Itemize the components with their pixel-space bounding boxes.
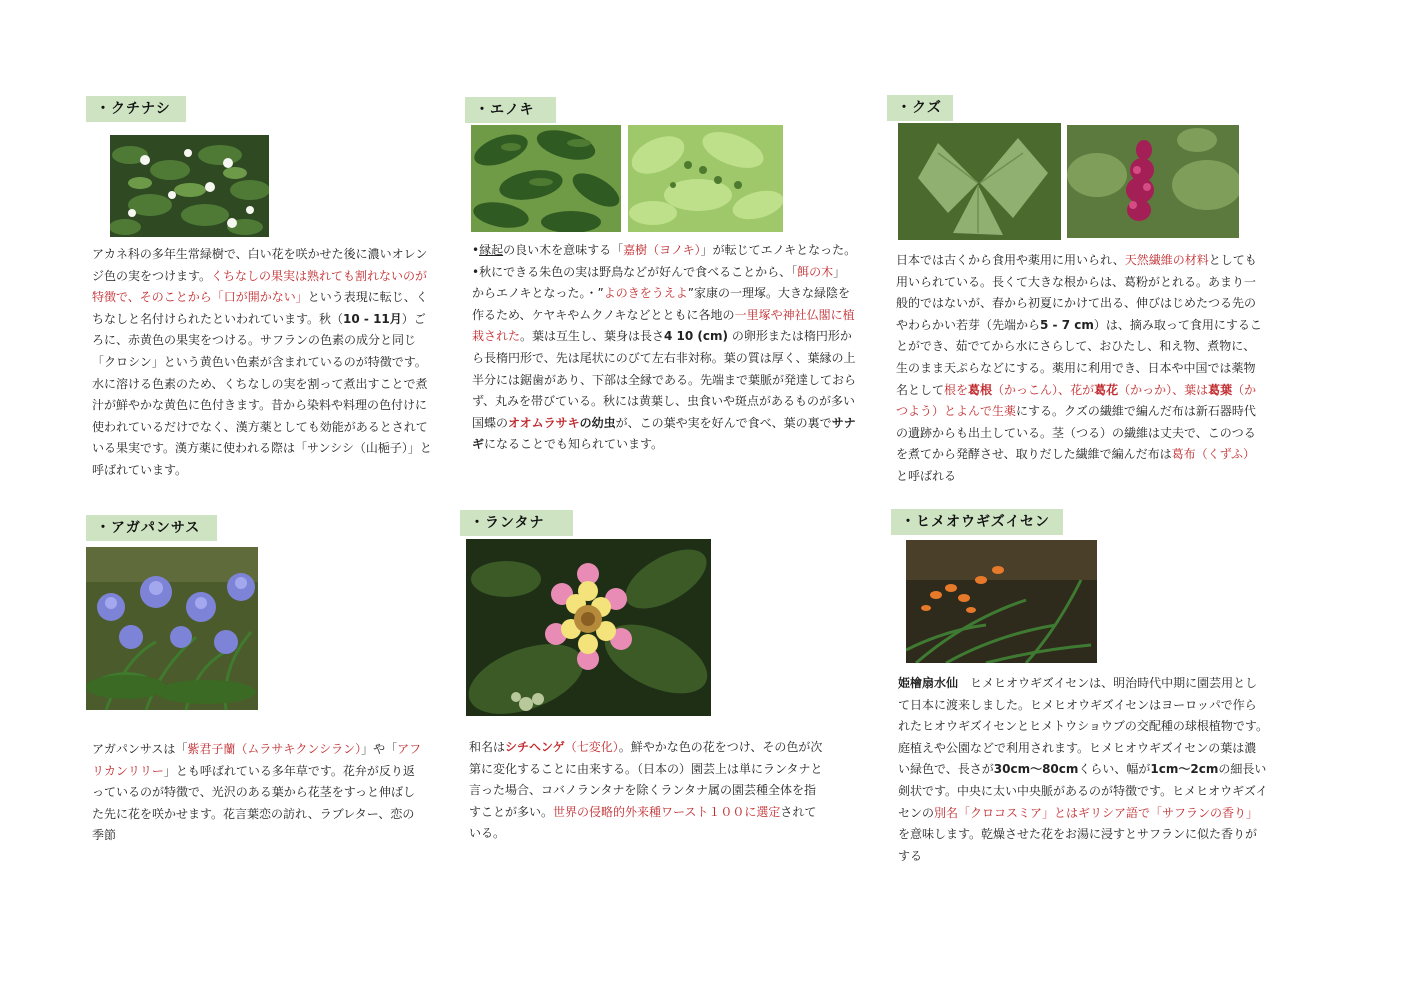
enoki-p2k: の幼虫 xyxy=(579,415,616,430)
lantana-b: シチヘンゲ xyxy=(505,740,565,754)
photo-enoki-berries xyxy=(628,125,783,232)
photo-himeou xyxy=(906,540,1097,663)
enoki-p2a: •秋にできる朱色の実は野鳥などが好んで食べることから、「 xyxy=(472,264,798,279)
lantana-d: 。鮮やかな色の花をつけ、その色が次第に変化することに由来する。（日本の）園芸上は単にランタナと言った場合、コバノランタナを除くランタナ属の園芸種全体を指すことが多い。 xyxy=(469,740,823,819)
text-kuzu xyxy=(896,250,1266,488)
kuzu-d: 5 - 7 cm xyxy=(1040,317,1094,332)
enoki-p2i: の卵形または楕円形から長楕円形で、先は尾状にのびて左右非対称。葉の質は厚く、葉縁の上半分には鋸歯があり、下部は全縁である。先端まで葉脈が発達しておらず、丸みを帯びている。秋には黄葉し、虫食いや斑点があるものが多い国蝶の xyxy=(472,329,857,430)
kuzu-l: 葉は xyxy=(1184,382,1209,397)
lantana-e: 世界の侵略的外来種ワースト１００に選定 xyxy=(553,804,781,819)
header-enoki: ・エノキ xyxy=(465,97,556,123)
kuzu-q: と呼ばれる xyxy=(896,468,957,483)
kuzu-h: （かっこん）、 xyxy=(992,382,1071,397)
enoki-p2d: よのきをうえよ xyxy=(603,286,688,301)
kuzu-c: としても用いられている。長くて大きな根からは、葛粉がとれる。あまり一般的ではないが、春から初夏にかけて出る、伸びはじめたつる先のやわらかい若芽（先端から xyxy=(896,253,1257,332)
photo-kuchinashi xyxy=(110,135,269,237)
text-enoki xyxy=(472,240,857,456)
header-lantana: ・ランタナ xyxy=(460,510,573,536)
enoki-p2j: オオムラサキ xyxy=(508,415,580,430)
header-himeou: ・ヒメオウギズイセン xyxy=(891,509,1063,535)
agapanthus-a: アガパンサスは「 xyxy=(92,742,188,756)
enoki-p2m: サナギ xyxy=(472,415,856,452)
header-kuzu: ・クズ xyxy=(887,95,953,121)
photo-agapanthus xyxy=(86,547,258,710)
enoki-p2f: 一里塚や神社仏閣に植栽された xyxy=(472,307,855,344)
kuzu-k: （かっか）、 xyxy=(1118,382,1185,397)
kuzu-p: 葛布（くずふ） xyxy=(1171,447,1256,462)
kuzu-a: 日本では古くから食用や薬用に用いられ、 xyxy=(896,253,1125,267)
himeou-h: を意味します。乾燥させた花をお湯に浸すとサフランに似た香りがする xyxy=(898,827,1258,863)
enoki-p2n: になることでも知られています。 xyxy=(484,437,664,452)
enoki-p2h: 4 10 (cm) xyxy=(664,329,729,344)
header-agapanthus: ・アガパンサス xyxy=(86,515,217,541)
agapanthus-d: アフリカンリリー xyxy=(92,742,422,778)
photo-kuzu-leaf xyxy=(898,123,1061,240)
kuchinashi-s4: 10 - 11月 xyxy=(343,311,402,326)
text-himeou xyxy=(898,673,1268,867)
himeou-d: くらい、幅が xyxy=(1078,762,1151,777)
enoki-p2g: 。葉は互生し、葉身は長さ xyxy=(520,329,665,344)
himeou-f: の細長い剣状です。中央に太い中央脈があるのが特徴です。ヒメヒオウギズイセンの xyxy=(898,762,1268,820)
himeou-a: 姫檜扇水仙 xyxy=(898,676,959,690)
enoki-p1a: • xyxy=(472,243,480,257)
text-kuchinashi xyxy=(92,244,437,482)
kuchinashi-s3: という表現に転じ、くちなしと名付けられたといわれています。秋（ xyxy=(92,290,428,326)
enoki-p1c: の良い木を意味する「 xyxy=(503,243,624,257)
lantana-a: 和名は xyxy=(469,740,506,754)
kuzu-i: 花が xyxy=(1070,382,1095,397)
kuzu-b: 天然繊維の材料 xyxy=(1124,253,1209,267)
lantana-f: されている。 xyxy=(469,804,817,841)
photo-lantana xyxy=(466,539,711,716)
kuzu-f: 根を xyxy=(944,382,969,397)
enoki-p1d: 嘉樹（ヨノキ） xyxy=(623,243,701,257)
text-lantana xyxy=(469,737,824,845)
header-kuchinashi: ・クチナシ xyxy=(86,96,186,122)
kuzu-o: にする。クズの繊維で編んだ布は新石器時代の遺跡からも出土している。茎（つる）の繊維は丈夫で、このつるを煮てから発酵させ、取りだした繊維で編んだ布は xyxy=(896,404,1256,462)
agapanthus-c: 」や「 xyxy=(361,742,398,756)
kuzu-e: ）は、摘み取って食用にすることができ、茹でてから水にさらして、おひたし、和え物、煮物に、生のまま天ぷらなどにする。薬用に利用でき、日本や中国では薬物名として xyxy=(896,317,1262,397)
kuzu-n: （かつよう）とよんで生薬 xyxy=(896,382,1257,419)
kuchinashi-s5: ）ごろに、赤黄色の果実をつける。サフランの色素の成分と同じ「クロシン」という黄色い色素が含まれているのが特徴です。水に溶ける色素のため、くちなしの実を割って煮出すことで煮汁が鮮やかな黄色に色付きます。昔から染料や料理の色付けに使われているだけでなく、漢方薬としても効能があるとされている果実です。漢方薬に使われる際は「サンシシ（山梔子）」と呼ばれています。 xyxy=(92,311,432,477)
agapanthus-e: 」とも呼ばれている多年草です。花弁が反り返っているのが特徴で、光沢のある葉から花茎をすっと伸ばした先に花を咲かせます。花言葉恋の訪れ、ラブレター、恋の季節 xyxy=(92,763,416,843)
agapanthus-b: 紫君子蘭（ムラサキクンシラン） xyxy=(187,742,362,756)
text-agapanthus xyxy=(92,739,422,847)
enoki-p2l: が、この葉や実を好んで食べ、葉の裏で xyxy=(615,415,832,430)
enoki-p1b: 縁起 xyxy=(479,243,504,257)
enoki-p2e: ”家康の一理塚。大きな緑陰を作るため、ケヤキやムクノキなどとともに各地の xyxy=(472,286,850,322)
kuzu-m: 葛葉 xyxy=(1208,382,1233,397)
kuzu-j: 葛花 xyxy=(1094,382,1119,397)
himeou-b: ヒメヒオウギズイセンは、明治時代中期に園芸用として日本に渡来しました。ヒメヒオウギズイセンはヨーロッパで作られたヒオウギズイセンとヒメトウショウブの交配種の球根植物です。庭植えや公園などで利用されます。ヒメヒオウギズイセンの葉は濃い緑色で、長さが xyxy=(898,676,1268,777)
enoki-p1e: 」が転じてエノキとなった。 xyxy=(700,243,857,257)
lantana-c: （七変化） xyxy=(564,740,619,754)
enoki-p2b: 餌の木 xyxy=(797,264,834,279)
photo-enoki-leaves xyxy=(471,125,621,232)
kuzu-g: 葛根 xyxy=(968,382,993,397)
kuchinashi-s1: アカネ科の多年生常緑樹で、白い花を咲かせた後に濃いオレンジ色の実をつけます。 xyxy=(92,247,428,283)
enoki-p2c: 」からエノキとなった。・” xyxy=(472,264,846,301)
himeou-c: 30cm〜80cm xyxy=(993,762,1079,777)
photo-kuzu-flower xyxy=(1067,125,1239,238)
himeou-g: 別名「クロコスミア」とはギリシア語で「サフランの香り」 xyxy=(934,805,1259,820)
himeou-e: 1cm〜2cm xyxy=(1150,762,1219,777)
kuchinashi-s2: くちなしの果実は熟れても割れないのが特徴で、そのことから「口が開かない」 xyxy=(92,268,428,305)
